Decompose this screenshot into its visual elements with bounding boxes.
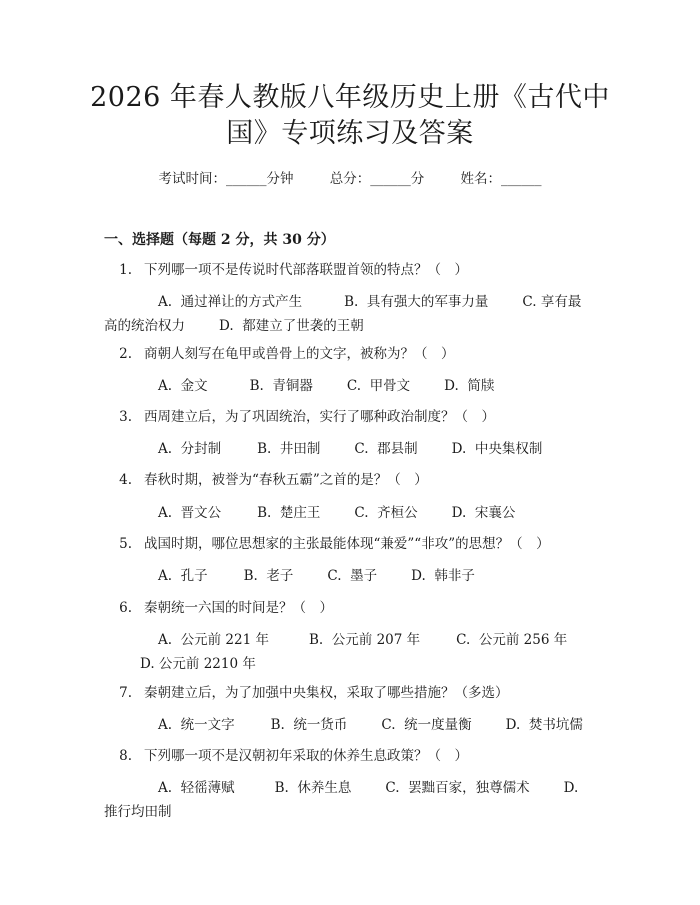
option-c: C. 齐桓公 — [354, 505, 418, 521]
question-1 — [104, 259, 594, 281]
option-b: B. 老子 — [243, 568, 294, 584]
option-c: C. 统一度量衡 — [381, 717, 472, 733]
question-text: 秦朝建立后，为了加强中央集权，采取了哪些措施？（多选） — [144, 685, 509, 701]
option-c: C. 公元前 256 年 — [456, 632, 568, 648]
question-3-options — [104, 437, 594, 461]
option-d: D. 韩非子 — [411, 568, 475, 584]
question-7-options — [104, 713, 594, 737]
question-text: 战国时期，哪位思想家的主张最能体现“兼爱”“非攻”的思想？（ ） — [144, 536, 550, 552]
question-8 — [104, 745, 594, 767]
option-d: D. 简牍 — [444, 378, 495, 394]
option-d: D. 焚书坑儒 — [505, 717, 583, 733]
question-5-options — [104, 564, 594, 588]
question-text: 下列哪一项不是汉朝初年采取的休养生息政策？（ ） — [144, 748, 468, 764]
exam-time-field: 考试时间：______分钟 — [158, 171, 294, 187]
question-number: 6. — [119, 600, 132, 616]
option-a: A. 统一文字 — [158, 717, 235, 733]
question-2-options — [104, 374, 594, 398]
question-4 — [104, 469, 594, 491]
question-text: 秦朝统一六国的时间是？（ ） — [144, 600, 333, 616]
option-b: B. 具有强大的军事力量 — [344, 294, 489, 310]
question-4-options — [104, 501, 594, 525]
question-text: 商朝人刻写在龟甲或兽骨上的文字，被称为？（ ） — [144, 346, 455, 362]
question-6-options — [104, 628, 594, 676]
option-d: D. 宋襄公 — [451, 505, 516, 521]
question-2 — [104, 343, 594, 365]
option-a: A. 晋文公 — [158, 505, 222, 521]
option-a: A. 公元前 221 年 — [158, 632, 269, 648]
option-a: A. 通过禅让的方式产生 — [158, 294, 303, 310]
question-text: 下列哪一项不是传说时代部落联盟首领的特点？（ ） — [144, 262, 468, 278]
question-text: 春秋时期，被誉为“春秋五霸”之首的是？（ ） — [144, 472, 428, 488]
question-7 — [104, 682, 594, 704]
question-number: 4. — [119, 472, 132, 488]
option-d: D. 都建立了世袭的王朝 — [219, 318, 364, 334]
question-5 — [104, 533, 594, 555]
option-d: D. 推行均田制 — [104, 780, 579, 820]
question-text: 西周建立后，为了巩固统治，实行了哪种政治制度？（ ） — [144, 409, 495, 425]
page-title: 2026 年春人教版八年级历史上册《古代中国》专项练习及答案 — [90, 82, 610, 149]
option-b: B. 青铜器 — [249, 378, 313, 394]
option-c: C. 郡县制 — [354, 441, 418, 457]
option-b: B. 统一货币 — [270, 717, 348, 733]
option-c: C. 甲骨文 — [346, 378, 411, 394]
option-c: C. 墨子 — [327, 568, 378, 584]
question-6 — [104, 597, 594, 619]
option-c: C. 享有最高的统治权力 — [104, 294, 582, 334]
question-8-options — [104, 776, 594, 824]
question-1-options — [104, 290, 594, 338]
option-b: B. 公元前 207 年 — [308, 632, 421, 648]
section-title: 一、选择题（每题 2 分，共 30 分） — [104, 232, 335, 248]
total-score-field: 总分：______分 — [329, 171, 425, 187]
option-b: B. 井田制 — [257, 441, 321, 457]
question-number: 7. — [119, 685, 132, 701]
question-number: 8. — [119, 748, 132, 764]
question-number: 1. — [119, 262, 132, 278]
option-a: A. 孔子 — [158, 568, 208, 584]
question-3 — [104, 406, 594, 428]
option-a: A. 分封制 — [158, 441, 222, 457]
exam-meta — [0, 170, 700, 188]
question-number: 5. — [119, 536, 132, 552]
option-d: D. 中央集权制 — [451, 441, 543, 457]
option-b: B. 休养生息 — [274, 780, 352, 796]
question-number: 3. — [119, 409, 132, 425]
option-d: D. 公元前 2210 年 — [140, 656, 256, 672]
question-number: 2. — [119, 346, 132, 362]
option-c: C. 罢黜百家，独尊儒术 — [385, 780, 530, 796]
option-a: A. 金文 — [158, 378, 208, 394]
option-a: A. 轻徭薄赋 — [158, 780, 235, 796]
name-field: 姓名：______ — [460, 171, 542, 187]
option-b: B. 楚庄王 — [257, 505, 321, 521]
